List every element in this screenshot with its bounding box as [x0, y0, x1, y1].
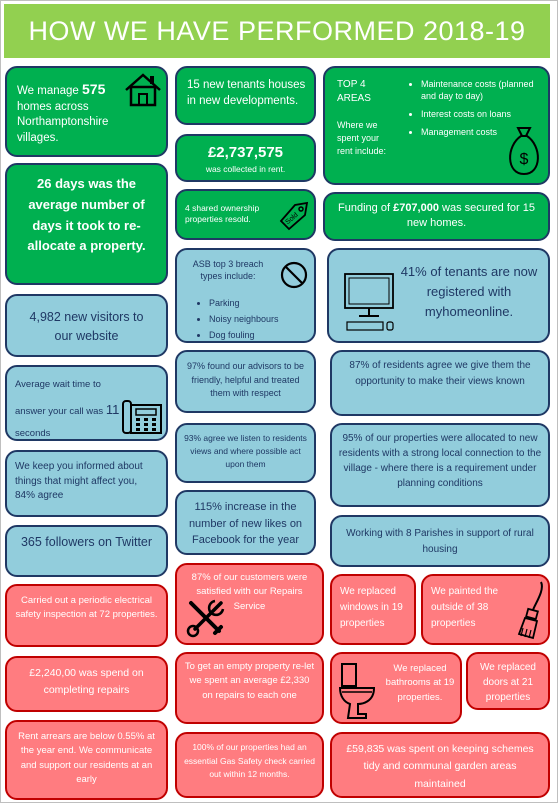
top4-title: TOP 4 AREAS [337, 79, 371, 104]
windows-text: We replaced windows in 19 properties [340, 586, 403, 629]
informed-text: We keep you informed about things that might affect you, 84% agree [15, 461, 143, 501]
rent-subtitle: was collected in rent. [205, 164, 286, 174]
schemes-box [330, 732, 550, 798]
wait-text [15, 375, 123, 445]
asb-item: • Noisy neighbours [209, 313, 324, 325]
funding-pre: Funding of [338, 202, 391, 214]
house-icon [124, 72, 162, 108]
empty-property-box [175, 652, 324, 724]
asb-box [175, 248, 316, 343]
visitors-text: 4,982 new visitors to our website [29, 310, 144, 344]
parishes-box [330, 515, 550, 567]
facebook-text: 115% increase in the number of new likes on Facebook for the year [188, 501, 303, 546]
relet-text: 26 days was the average number of days it took to re-allocate a property. [27, 176, 146, 254]
rent-amount: £2,737,575 [207, 144, 284, 161]
wait-number: 11 [105, 401, 120, 417]
sold-tag-icon [277, 199, 311, 233]
top4-item: • Maintenance costs (planned and day to day) [421, 78, 539, 102]
advisors-text: 97% found our advisors to be friendly, helpful and treated them with respect [186, 361, 305, 398]
completing-box [5, 656, 168, 712]
wait-rest: seconds [15, 428, 51, 440]
gas-safety-box [175, 732, 324, 798]
advisors-box [175, 350, 316, 413]
inspection-text: Carried out a periodic electrical safety inspection at 72 properties. [15, 595, 158, 621]
repairs-satisfaction-box [175, 563, 324, 645]
twitter-text: 365 followers on Twitter [20, 535, 153, 549]
inspection-box [5, 584, 168, 647]
twitter-box [5, 525, 168, 577]
empty-property-text: To get an empty property re-let we spent an average £2,330 on repairs to each one [184, 661, 315, 701]
doors-text: We replaced doors at 21 properties [480, 662, 536, 703]
computer-icon [343, 272, 395, 334]
homes-box [5, 66, 168, 157]
painted-text: We painted the outside of 38 properties [431, 586, 499, 629]
telephone-icon [119, 395, 163, 435]
facebook-box [175, 490, 316, 555]
myhome-box [327, 248, 550, 343]
asb-item: • Parking [209, 297, 324, 309]
windows-box [330, 574, 416, 645]
homes-pre: We manage [17, 85, 79, 97]
money-bag-icon [504, 120, 544, 178]
views-text: 87% of residents agree we give them the opportunity to make their views known [349, 360, 531, 387]
asb-title: ASB top 3 breach types include: [192, 259, 264, 282]
repairs-satisfaction-text: 87% of our customers were satisfied with our Repairs Service [191, 572, 308, 612]
wait-pre: Average wait time to answer your call was [15, 379, 104, 417]
rent-box [175, 134, 316, 182]
shared-box [175, 189, 316, 240]
homes-rest: homes across Northamptonshire villages. [17, 100, 109, 144]
tools-icon [185, 597, 227, 639]
homes-text [17, 80, 117, 146]
top4-item: • Management costs [421, 126, 539, 138]
painted-box [421, 574, 550, 645]
completing-text: £2,240,00 was spend on completing repairs [29, 667, 144, 696]
bathrooms-box [330, 652, 462, 724]
toilet-icon [338, 662, 378, 720]
parishes-text: Working with 8 Parishes in support of rural housing [346, 528, 534, 555]
schemes-text: £59,835 was spent on keeping schemes tidy and communal garden areas maintained [346, 743, 534, 790]
funding-rest: was secured for 15 new homes. [406, 202, 535, 229]
prohibited-icon [279, 260, 309, 290]
homes-number: 575 [82, 81, 106, 97]
allocated-box [330, 423, 550, 507]
listen-box [175, 423, 316, 483]
arrears-box [5, 720, 168, 800]
views-box [330, 350, 550, 416]
shared-text: 4 shared ownership properties resold. [185, 203, 260, 225]
funding-text [333, 201, 540, 231]
allocated-text: 95% of our properties were allocated to new residents with a strong local connection to the village - where there is a requirement under planning conditions [338, 433, 542, 489]
svg-text:$: $ [519, 151, 529, 168]
arrears-text: Rent arrears are below 0.55% at the year end. We communicate and support our residents at an early [18, 731, 155, 785]
top4-subtitle: Where we spent your rent include: [337, 120, 387, 157]
asb-item: • Dog fouling [209, 329, 324, 341]
bathrooms-text: We replaced bathrooms at 19 properties. [385, 663, 455, 703]
gas-safety-text: 100% of our properties had an essential Gas Safety check carried out within 12 months. [184, 742, 315, 780]
top4-item: • Interest costs on loans [421, 108, 539, 120]
wait-box [5, 365, 168, 441]
new-houses-box [175, 66, 316, 125]
doors-box [466, 652, 550, 710]
page-title: HOW WE HAVE PERFORMED 2018-19 [4, 4, 550, 58]
listen-text: 93% agree we listen to residents views and where possible act upon them [184, 433, 307, 470]
asb-list [195, 297, 324, 345]
funding-amount: £707,000 [393, 202, 439, 214]
funding-box [323, 192, 550, 241]
sold-label: Sold [284, 211, 300, 227]
myhome-text: 41% of tenants are now registered with myhomeonline. [400, 264, 538, 320]
top4-box [323, 66, 550, 185]
new-houses-text: 15 new tenants houses in new developments. [187, 79, 306, 107]
informed-box [5, 450, 168, 517]
visitors-box [5, 294, 168, 357]
paintbrush-icon [511, 580, 547, 642]
relet-box [5, 163, 168, 285]
